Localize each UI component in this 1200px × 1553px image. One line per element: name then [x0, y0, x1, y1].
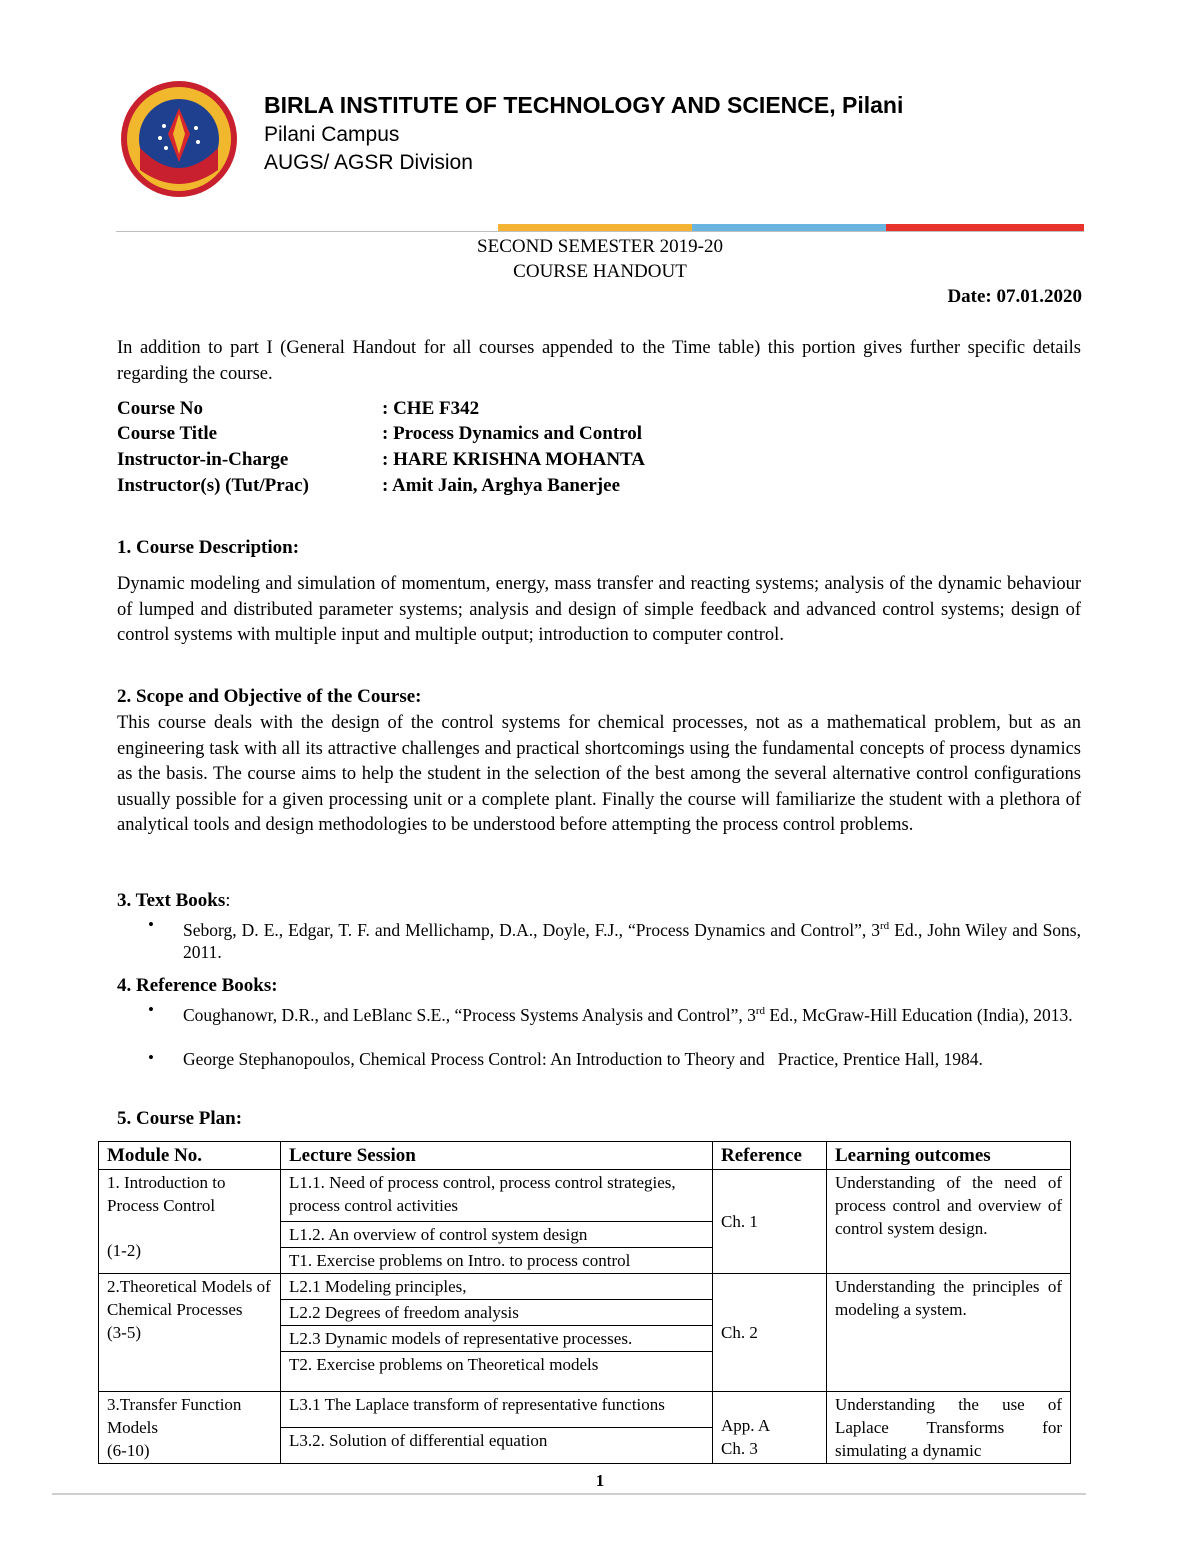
text-book-1-b: Ed., John Wiley and Sons, 2011. [183, 919, 1081, 963]
course-title-value: : Process Dynamics and Control [382, 423, 643, 444]
scope-heading: 2. Scope and Objective of the Course: [117, 686, 422, 707]
text-book-1-a: Seborg, D. E., Edgar, T. F. and Mellichamp, D.A., Doyle, F.J., “Process Dynamics and Control”, 3 [183, 919, 880, 940]
page-number: 1 [595, 1471, 605, 1490]
module-range: (1-2) [107, 1241, 141, 1260]
course-plan-heading: 5. Course Plan: [117, 1108, 243, 1129]
reference-cell [713, 1392, 827, 1464]
header-divider [116, 231, 1084, 232]
text-books-heading-colon: : [225, 890, 231, 911]
course-no-value: : CHE F342 [382, 398, 480, 419]
module-title: 3.Transfer Function Models [107, 1395, 242, 1437]
instructor-value: : HARE KRISHNA MOHANTA [382, 449, 646, 470]
handout-date: Date: 07.01.2020 [947, 286, 1082, 307]
institute-name: BIRLA INSTITUTE OF TECHNOLOGY AND SCIENCE, Pilani [264, 92, 904, 118]
intro-paragraph: In addition to part I (General Handout for all courses appended to the Time table) this portion gives further specific details regarding the course. [117, 338, 1081, 384]
text-book-1 [183, 915, 1081, 964]
reference-book-2: George Stephanopoulos, Chemical Process Control: An Introduction to Theory and Practice, Prentice Hall, 1984. [183, 1049, 983, 1069]
reference-books-heading: 4. Reference Books: [117, 975, 278, 996]
reference-cell: Ch. 2 [713, 1274, 827, 1392]
reference-book-1 [183, 1000, 1081, 1026]
bullet-icon: • [148, 915, 154, 934]
header-bar-red [886, 224, 1084, 231]
module-cell [99, 1274, 281, 1392]
course-title-label: Course Title [117, 423, 218, 444]
module-range: (3-5) [107, 1323, 141, 1342]
header-bar-yellow [498, 224, 692, 231]
text-books-heading-text: 3. Text Books [117, 890, 226, 911]
lecture-cell: L2.2 Degrees of freedom analysis [281, 1300, 713, 1326]
course-no-label: Course No [117, 398, 204, 419]
reference-cell: Ch. 1 [713, 1170, 827, 1274]
bullet-icon: • [148, 1000, 154, 1019]
ref-1-b: Ed., McGraw-Hill Education (India), 2013. [765, 1004, 1073, 1025]
instructor-label: Instructor-in-Charge [117, 449, 289, 470]
module-cell [99, 1392, 281, 1464]
scope-paragraph: This course deals with the design of the control systems for chemical processes, not as a mathematical problem, but as an engineering task with all its attractive challenges and practical shortcomings using the fundamental concepts of process dynamics as the basis. The course aims to help the student in the selection of the best among the several alternative control configurations usually possible for a given processing unit or a complete plant. Finally the course will familiarize the student with a plethora of analytical tools and design methodologies to be understood before attempting the process control problems. [117, 713, 1081, 835]
course-description: Dynamic modeling and simulation of momentum, energy, mass transfer and reacting systems; analysis of the dynamic behaviour of lumped and distributed parameter systems; analysis and design of simple feedback and advanced control systems; design of control systems with multiple input and multiple output; introduction to computer control. [117, 574, 1081, 645]
lecture-cell: L2.3 Dynamic models of representative processes. [281, 1326, 713, 1352]
semester-title: SECOND SEMESTER 2019-20 [477, 236, 723, 257]
ref-1-sup: rd [755, 1005, 766, 1017]
header-reference: Reference [713, 1142, 827, 1170]
reference-line: Ch. 3 [721, 1438, 758, 1458]
module-cell [99, 1170, 281, 1274]
division-name: AUGS/ AGSR Division [264, 151, 473, 174]
course-plan-table [98, 1141, 1071, 1464]
reference-line: App. A [721, 1415, 771, 1435]
lecture-cell: T2. Exercise problems on Theoretical models [281, 1352, 713, 1392]
table-row [99, 1274, 1071, 1300]
outcome-cell: Understanding of the need of process control and overview of control system design. [827, 1170, 1071, 1274]
campus-name: Pilani Campus [264, 123, 400, 146]
table-row [99, 1392, 1071, 1428]
footer-divider [52, 1493, 1086, 1495]
document-title: COURSE HANDOUT [513, 261, 687, 282]
module-range: (6-10) [107, 1441, 150, 1460]
ref-1-a: Coughanowr, D.R., and LeBlanc S.E., “Process Systems Analysis and Control”, 3 [183, 1004, 756, 1025]
header-bar-blue [692, 224, 886, 231]
outcome-cell: Understanding the use of Laplace Transforms for simulating a dynamic [827, 1392, 1071, 1464]
institute-logo [118, 78, 240, 200]
course-description-heading: 1. Course Description: [117, 537, 300, 558]
lecture-cell: T1. Exercise problems on Intro. to process control [281, 1248, 713, 1274]
header-outcomes: Learning outcomes [827, 1142, 1071, 1170]
outcome-cell: Understanding the principles of modeling a system. [827, 1274, 1071, 1392]
table-header-row [99, 1142, 1071, 1170]
lecture-cell: L1.1. Need of process control, process control strategies, process control activities [281, 1170, 713, 1222]
header-lecture: Lecture Session [281, 1142, 713, 1170]
lecture-cell: L3.1 The Laplace transform of representative functions [281, 1392, 713, 1428]
lecture-cell: L2.1 Modeling principles, [281, 1274, 713, 1300]
tutors-label: Instructor(s) (Tut/Prac) [117, 475, 309, 496]
text-book-1-sup: rd [880, 920, 890, 932]
module-title: 1. Introduction to Process Control [107, 1173, 226, 1215]
tutors-value: : Amit Jain, Arghya Banerjee [382, 475, 621, 496]
table-row [99, 1170, 1071, 1222]
module-title: 2.Theoretical Models of Chemical Processes [107, 1277, 271, 1319]
text-books-heading [117, 890, 231, 912]
lecture-cell: L1.2. An overview of control system design [281, 1222, 713, 1248]
header-module: Module No. [99, 1142, 281, 1170]
lecture-cell: L3.2. Solution of differential equation [281, 1428, 713, 1464]
bullet-icon: • [148, 1048, 154, 1067]
